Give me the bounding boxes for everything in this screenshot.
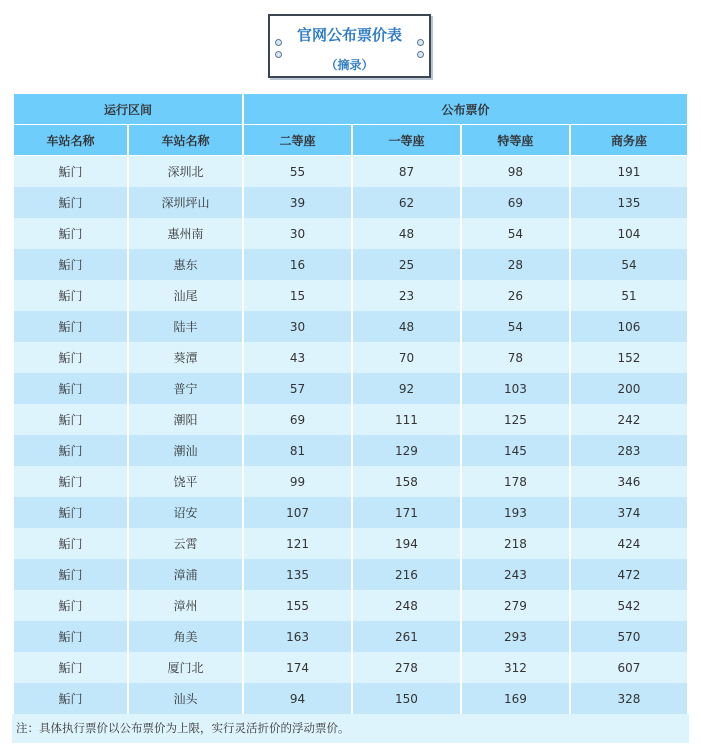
first-class-fare-cell: 158 xyxy=(353,466,460,497)
table-row xyxy=(14,156,687,187)
from-station-cell: 鮜门 xyxy=(14,404,127,435)
table-row xyxy=(14,497,687,528)
premium-class-fare-cell: 293 xyxy=(462,621,569,652)
premium-class-fare-cell: 279 xyxy=(462,590,569,621)
fares-group-header: 公布票价 xyxy=(244,94,687,125)
from-station-cell: 鮜门 xyxy=(14,249,127,280)
business-class-fare-cell: 607 xyxy=(571,652,687,683)
from-station-cell: 鮜门 xyxy=(14,621,127,652)
first-class-fare-cell: 92 xyxy=(353,373,460,404)
column-header-from-station: 车站名称 xyxy=(14,125,127,156)
first-class-fare-cell: 216 xyxy=(353,559,460,590)
column-header-second-class: 二等座 xyxy=(244,125,351,156)
from-station-cell: 鮜门 xyxy=(14,280,127,311)
first-class-fare-cell: 48 xyxy=(353,218,460,249)
first-class-fare-cell: 261 xyxy=(353,621,460,652)
from-station-cell: 鮜门 xyxy=(14,652,127,683)
premium-class-fare-cell: 218 xyxy=(462,528,569,559)
column-header-to-station: 车站名称 xyxy=(129,125,242,156)
premium-class-fare-cell: 26 xyxy=(462,280,569,311)
table-row xyxy=(14,311,687,342)
business-class-fare-cell: 374 xyxy=(571,497,687,528)
second-class-fare-cell: 30 xyxy=(244,311,351,342)
business-class-fare-cell: 51 xyxy=(571,280,687,311)
to-station-cell: 深圳坪山 xyxy=(129,187,242,218)
premium-class-fare-cell: 145 xyxy=(462,435,569,466)
from-station-cell: 鮜门 xyxy=(14,342,127,373)
second-class-fare-cell: 39 xyxy=(244,187,351,218)
first-class-fare-cell: 87 xyxy=(353,156,460,187)
business-class-fare-cell: 106 xyxy=(571,311,687,342)
table-row xyxy=(14,404,687,435)
to-station-cell: 云霄 xyxy=(129,528,242,559)
premium-class-fare-cell: 28 xyxy=(462,249,569,280)
from-station-cell: 鮜门 xyxy=(14,311,127,342)
to-station-cell: 陆丰 xyxy=(129,311,242,342)
first-class-fare-cell: 171 xyxy=(353,497,460,528)
from-station-cell: 鮜门 xyxy=(14,156,127,187)
first-class-fare-cell: 129 xyxy=(353,435,460,466)
first-class-fare-cell: 150 xyxy=(353,683,460,714)
table-row xyxy=(14,249,687,280)
premium-class-fare-cell: 193 xyxy=(462,497,569,528)
business-class-fare-cell: 54 xyxy=(571,249,687,280)
premium-class-fare-cell: 54 xyxy=(462,311,569,342)
premium-class-fare-cell: 78 xyxy=(462,342,569,373)
premium-class-fare-cell: 312 xyxy=(462,652,569,683)
from-station-cell: 鮜门 xyxy=(14,559,127,590)
table-row xyxy=(14,528,687,559)
from-station-cell: 鮜门 xyxy=(14,497,127,528)
second-class-fare-cell: 94 xyxy=(244,683,351,714)
business-class-fare-cell: 472 xyxy=(571,559,687,590)
section-group-header: 运行区间 xyxy=(14,94,242,125)
table-row xyxy=(14,218,687,249)
second-class-fare-cell: 121 xyxy=(244,528,351,559)
from-station-cell: 鮜门 xyxy=(14,218,127,249)
first-class-fare-cell: 23 xyxy=(353,280,460,311)
fare-table-body xyxy=(14,156,687,714)
to-station-cell: 饶平 xyxy=(129,466,242,497)
second-class-fare-cell: 16 xyxy=(244,249,351,280)
second-class-fare-cell: 174 xyxy=(244,652,351,683)
to-station-cell: 深圳北 xyxy=(129,156,242,187)
table-row xyxy=(14,435,687,466)
to-station-cell: 潮汕 xyxy=(129,435,242,466)
to-station-cell: 潮阳 xyxy=(129,404,242,435)
business-class-fare-cell: 424 xyxy=(571,528,687,559)
business-class-fare-cell: 283 xyxy=(571,435,687,466)
from-station-cell: 鮜门 xyxy=(14,435,127,466)
second-class-fare-cell: 81 xyxy=(244,435,351,466)
title-box xyxy=(268,14,431,78)
second-class-fare-cell: 43 xyxy=(244,342,351,373)
premium-class-fare-cell: 54 xyxy=(462,218,569,249)
business-class-fare-cell: 328 xyxy=(571,683,687,714)
second-class-fare-cell: 163 xyxy=(244,621,351,652)
to-station-cell: 漳浦 xyxy=(129,559,242,590)
footnote: 注：具体执行票价以公布票价为上限，实行灵活折价的浮动票价。 xyxy=(12,714,689,743)
business-class-fare-cell: 346 xyxy=(571,466,687,497)
first-class-fare-cell: 48 xyxy=(353,311,460,342)
column-header-first-class: 一等座 xyxy=(353,125,460,156)
second-class-fare-cell: 107 xyxy=(244,497,351,528)
table-row xyxy=(14,342,687,373)
premium-class-fare-cell: 169 xyxy=(462,683,569,714)
second-class-fare-cell: 57 xyxy=(244,373,351,404)
business-class-fare-cell: 242 xyxy=(571,404,687,435)
to-station-cell: 汕尾 xyxy=(129,280,242,311)
group-header-row xyxy=(14,94,687,125)
second-class-fare-cell: 155 xyxy=(244,590,351,621)
first-class-fare-cell: 248 xyxy=(353,590,460,621)
business-class-fare-cell: 135 xyxy=(571,187,687,218)
to-station-cell: 汕头 xyxy=(129,683,242,714)
column-header-row xyxy=(14,125,687,156)
first-class-fare-cell: 62 xyxy=(353,187,460,218)
business-class-fare-cell: 191 xyxy=(571,156,687,187)
table-row xyxy=(14,187,687,218)
premium-class-fare-cell: 178 xyxy=(462,466,569,497)
table-row xyxy=(14,590,687,621)
fare-table xyxy=(12,94,689,714)
second-class-fare-cell: 55 xyxy=(244,156,351,187)
premium-class-fare-cell: 103 xyxy=(462,373,569,404)
to-station-cell: 惠东 xyxy=(129,249,242,280)
to-station-cell: 惠州南 xyxy=(129,218,242,249)
from-station-cell: 鮜门 xyxy=(14,373,127,404)
table-row xyxy=(14,466,687,497)
to-station-cell: 诏安 xyxy=(129,497,242,528)
business-class-fare-cell: 200 xyxy=(571,373,687,404)
premium-class-fare-cell: 98 xyxy=(462,156,569,187)
business-class-fare-cell: 570 xyxy=(571,621,687,652)
first-class-fare-cell: 194 xyxy=(353,528,460,559)
table-row xyxy=(14,373,687,404)
table-row xyxy=(14,652,687,683)
premium-class-fare-cell: 69 xyxy=(462,187,569,218)
column-header-business-class: 商务座 xyxy=(571,125,687,156)
to-station-cell: 葵潭 xyxy=(129,342,242,373)
column-header-premium-class: 特等座 xyxy=(462,125,569,156)
second-class-fare-cell: 69 xyxy=(244,404,351,435)
page-title: 官网公布票价表 xyxy=(296,26,402,44)
from-station-cell: 鮜门 xyxy=(14,466,127,497)
business-class-fare-cell: 104 xyxy=(571,218,687,249)
to-station-cell: 角美 xyxy=(129,621,242,652)
table-row xyxy=(14,683,687,714)
from-station-cell: 鮜门 xyxy=(14,683,127,714)
table-row xyxy=(14,559,687,590)
first-class-fare-cell: 111 xyxy=(353,404,460,435)
business-class-fare-cell: 152 xyxy=(571,342,687,373)
to-station-cell: 普宁 xyxy=(129,373,242,404)
from-station-cell: 鮜门 xyxy=(14,590,127,621)
table-row xyxy=(14,621,687,652)
page-subtitle: （摘录） xyxy=(325,58,374,72)
premium-class-fare-cell: 243 xyxy=(462,559,569,590)
from-station-cell: 鮜门 xyxy=(14,528,127,559)
first-class-fare-cell: 25 xyxy=(353,249,460,280)
second-class-fare-cell: 30 xyxy=(244,218,351,249)
premium-class-fare-cell: 125 xyxy=(462,404,569,435)
to-station-cell: 厦门北 xyxy=(129,652,242,683)
first-class-fare-cell: 278 xyxy=(353,652,460,683)
to-station-cell: 漳州 xyxy=(129,590,242,621)
second-class-fare-cell: 15 xyxy=(244,280,351,311)
first-class-fare-cell: 70 xyxy=(353,342,460,373)
from-station-cell: 鮜门 xyxy=(14,187,127,218)
second-class-fare-cell: 135 xyxy=(244,559,351,590)
business-class-fare-cell: 542 xyxy=(571,590,687,621)
second-class-fare-cell: 99 xyxy=(244,466,351,497)
table-row xyxy=(14,280,687,311)
